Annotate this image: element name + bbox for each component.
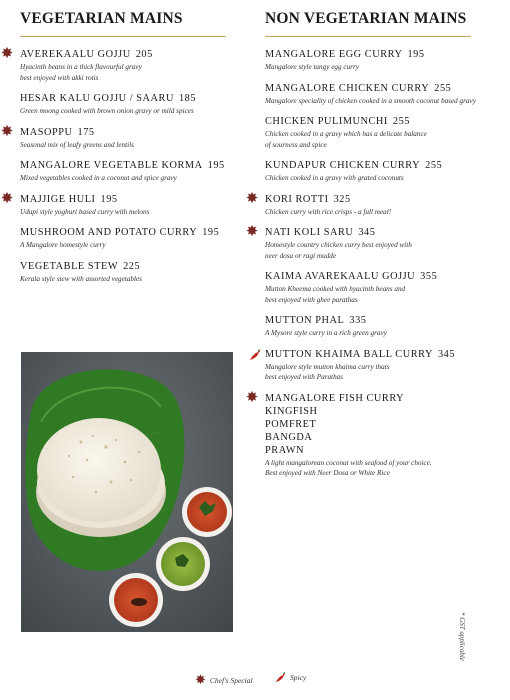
- item-price: 255: [434, 82, 452, 94]
- section-title-vegetarian: VEGETARIAN MAINS: [20, 10, 183, 27]
- menu-item: [265, 270, 500, 305]
- item-name: MANGALORE FISH CURRY: [265, 392, 405, 404]
- item-price: 335: [349, 315, 367, 326]
- menu-item: [245, 224, 500, 261]
- fish-option: POMFRET: [265, 418, 317, 430]
- chef-special-star-icon: ✸: [0, 46, 14, 62]
- food-photo: [21, 352, 233, 632]
- legend-chef-special: [195, 672, 253, 688]
- section-title-non-vegetarian: NON VEGETARIAN MAINS: [265, 10, 467, 27]
- item-heading: [20, 159, 235, 172]
- item-description: A light mangalorean coconut with seafood of your choice. Best enjoyed with Neer Dosa or White Rice: [265, 458, 432, 477]
- item-description: Mangalore style mutton khaima curry thats best enjoyed with Parathas: [265, 362, 390, 381]
- fish-option: PRAWN: [265, 444, 305, 456]
- chili-pepper-icon: [249, 349, 261, 361]
- item-name: HESAR KALU GOJJU / SAARU: [20, 93, 174, 104]
- food-photo-illustration: [21, 352, 233, 632]
- title-divider: [20, 36, 226, 37]
- item-heading: [20, 260, 235, 273]
- item-name: MAJJIGE HULI: [20, 193, 96, 205]
- chili-pepper-icon: [275, 672, 286, 683]
- legend-spicy: [275, 672, 306, 683]
- item-price: 255: [425, 160, 443, 171]
- item-name: MASOPPU: [20, 126, 73, 138]
- item-heading: [20, 48, 235, 61]
- item-name: CHICKEN PULIMUNCHI: [265, 116, 388, 127]
- menu-item: [265, 348, 500, 383]
- item-name: MANGALORE EGG CURRY: [265, 49, 403, 60]
- item-description: Chicken cooked in a gravy with grated coconuts: [265, 174, 404, 182]
- item-description: A Mangalore homestyle curry: [20, 241, 106, 249]
- legend-label: Chef's Special: [209, 675, 253, 685]
- item-heading: [20, 92, 235, 105]
- chef-special-star-icon: ✸: [245, 224, 259, 240]
- item-price: 195: [207, 160, 225, 171]
- item-description: Chicken cooked in a gravy which has a delicate balance of sourness and spice: [265, 130, 427, 149]
- legend: [0, 670, 510, 690]
- item-heading: [265, 193, 500, 206]
- menu-item: [265, 82, 500, 107]
- item-price: 175: [77, 126, 95, 138]
- item-description: Mangalore style tangy egg curry: [265, 63, 359, 71]
- item-heading: [265, 82, 500, 95]
- item-description: Mangalore speciality of chicken cooked in a smooth coconut based gravy: [265, 96, 476, 105]
- item-description: Chicken curry with rice crisps - a full meal!: [265, 207, 392, 216]
- item-price: 325: [333, 193, 351, 205]
- item-heading: [265, 48, 500, 61]
- item-description: Mutton Kheema cooked with hyacinth beans and best enjoyed with ghee parathas: [265, 285, 406, 304]
- menu-item: [20, 226, 235, 251]
- title-divider: [265, 36, 471, 37]
- item-description: Kerala style stew with assorted vegetables: [20, 274, 142, 283]
- item-description: A Mysore style curry in a rich green gravy: [265, 329, 387, 337]
- menu-item: [0, 123, 235, 151]
- item-description: Mixed vegetables cooked in a coconut and spice gravy: [20, 174, 177, 182]
- chef-special-star-icon: ✸: [245, 190, 259, 207]
- item-heading: [265, 115, 500, 128]
- item-price: 195: [407, 49, 425, 60]
- item-name: MUTTON KHAIMA BALL CURRY: [265, 348, 433, 360]
- menu-item: [265, 314, 500, 339]
- menu-item: [20, 260, 235, 285]
- non-vegetarian-items: [245, 48, 500, 383]
- item-name: MUTTON PHAL: [265, 315, 345, 326]
- item-price: 185: [178, 93, 197, 104]
- item-price: 345: [358, 227, 376, 238]
- fish-option: KINGFISH: [265, 405, 318, 417]
- item-heading: [265, 348, 500, 361]
- vegetarian-section: [0, 10, 235, 293]
- item-name: MANGALORE VEGETABLE KORMA: [20, 160, 203, 171]
- item-heading: [20, 126, 235, 139]
- item-description: Hyacinth beans in a thick flavourful gravy best enjoyed with akki rotis: [20, 63, 142, 82]
- item-description: Green moong cooked with brown onion gravy or mild spices: [20, 107, 194, 115]
- item-description: Seasonal mix of leafy greens and lentils: [20, 140, 134, 149]
- menu-item: [265, 159, 500, 184]
- menu-item: [265, 48, 500, 73]
- fish-option: BANGDA: [265, 431, 313, 443]
- item-heading: [20, 193, 235, 206]
- chef-special-star-icon: ✸: [0, 190, 14, 207]
- vegetarian-items: [0, 46, 235, 284]
- item-heading: [265, 226, 500, 239]
- item-price: 205: [135, 49, 153, 60]
- item-price: 195: [100, 193, 118, 205]
- item-heading: [265, 159, 500, 172]
- menu-item: [0, 190, 235, 218]
- fish-options: [265, 405, 500, 457]
- item-price: 225: [123, 260, 141, 272]
- item-price: 195: [202, 227, 220, 238]
- item-name: VEGETABLE STEW: [20, 260, 119, 272]
- item-name: AVEREKAALU GOJJU: [20, 49, 131, 60]
- item-price: 345: [437, 348, 456, 360]
- item-description: Homestyle country chicken curry best enjoyed with neer dosa or ragi mudde: [265, 241, 412, 260]
- gst-note: * GST applicable: [458, 612, 466, 661]
- chef-special-star-icon: ✸: [195, 672, 206, 687]
- item-price: 355: [420, 271, 438, 282]
- item-heading: [20, 226, 235, 239]
- chef-special-star-icon: ✸: [245, 389, 259, 406]
- item-description: Udupi style yoghurt based curry with melons: [20, 207, 150, 216]
- item-price: 255: [392, 116, 410, 127]
- chef-special-star-icon: ✸: [0, 123, 14, 140]
- menu-item: [20, 159, 235, 184]
- item-name: KAIMA AVAREKAALU GOJJU: [265, 271, 416, 282]
- menu-item: [20, 92, 235, 117]
- menu-item-fish-curry: [245, 389, 500, 479]
- menu-item: [245, 190, 500, 218]
- menu-item: [265, 115, 500, 150]
- legend-label: Spicy: [290, 673, 307, 682]
- item-name: KORI ROTTI: [265, 193, 329, 205]
- item-heading: [265, 314, 500, 327]
- item-name: MUSHROOM AND POTATO CURRY: [20, 227, 198, 238]
- item-name: MANGALORE CHICKEN CURRY: [265, 82, 430, 94]
- menu-item: [0, 46, 235, 83]
- non-vegetarian-section: [245, 10, 500, 488]
- item-name: NATI KOLI SARU: [265, 227, 354, 238]
- item-heading: [265, 270, 500, 283]
- item-name: KUNDAPUR CHICKEN CURRY: [265, 160, 421, 171]
